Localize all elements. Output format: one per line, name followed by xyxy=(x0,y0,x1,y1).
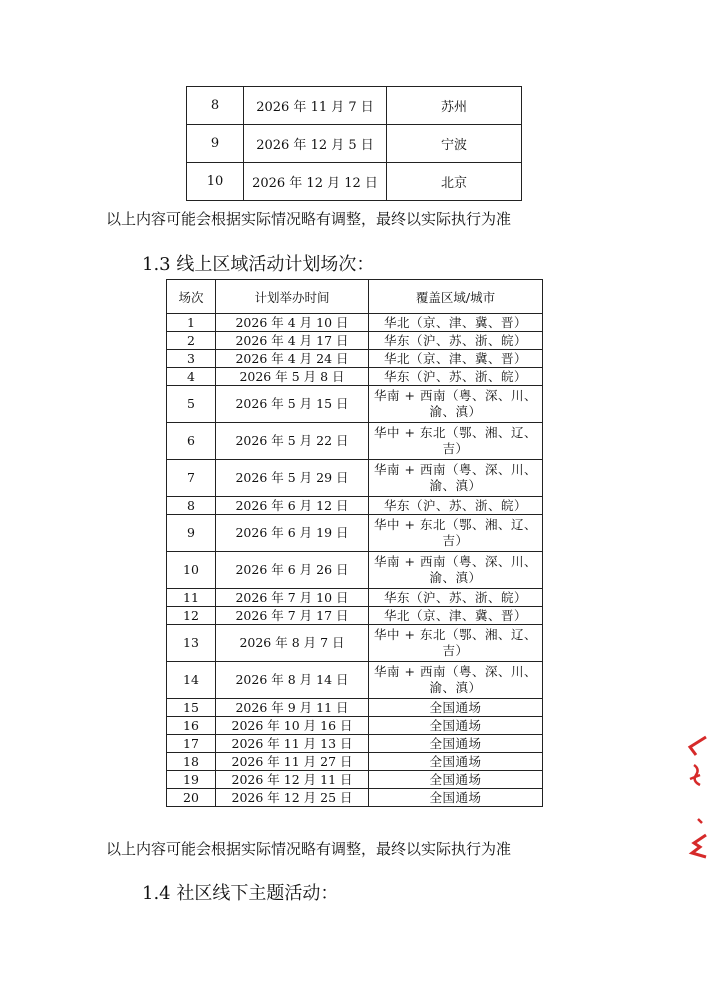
row-region: 华南 + 西南（粤、深、川、渝、滇） xyxy=(369,552,543,589)
table-row xyxy=(167,460,543,497)
row-session-number: 20 xyxy=(167,789,216,807)
table-header-row xyxy=(167,280,543,314)
row-session-number: 18 xyxy=(167,753,216,771)
row-region: 华北（京、津、冀、晋） xyxy=(369,607,543,625)
table-row xyxy=(167,386,543,423)
offline-city-schedule-table xyxy=(186,86,522,201)
row-planned-time: 2026 年 10 月 16 日 xyxy=(216,717,369,735)
table-row xyxy=(167,552,543,589)
table-row xyxy=(167,699,543,717)
row-region: 华东（沪、苏、浙、皖） xyxy=(369,497,543,515)
table-row xyxy=(167,662,543,699)
table-row xyxy=(167,789,543,807)
row-region: 华南 + 西南（粤、深、川、渝、滇） xyxy=(369,662,543,699)
row-region: 全国通场 xyxy=(369,717,543,735)
row-session-number: 12 xyxy=(167,607,216,625)
row-region: 华南 + 西南（粤、深、川、渝、滇） xyxy=(369,460,543,497)
online-region-schedule-table xyxy=(166,279,543,807)
row-session-number: 10 xyxy=(167,552,216,589)
table-row xyxy=(167,332,543,350)
seal-arc-bottom xyxy=(692,835,706,857)
row-region: 全国通场 xyxy=(369,735,543,753)
adjustment-note: 以上内容可能会根据实际情况略有调整，最终以实际执行为准 xyxy=(106,210,512,228)
table-row xyxy=(187,163,522,201)
table-row xyxy=(167,625,543,662)
row-session-number: 7 xyxy=(167,460,216,497)
row-planned-time: 2026 年 4 月 24 日 xyxy=(216,350,369,368)
row-planned-time: 2026 年 6 月 12 日 xyxy=(216,497,369,515)
row-region: 华北（京、津、冀、晋） xyxy=(369,314,543,332)
table-row xyxy=(187,87,522,125)
header-session: 场次 xyxy=(167,280,216,314)
table-row xyxy=(167,423,543,460)
section-1-4-heading: 1.4 社区线下主题活动： xyxy=(142,883,339,904)
row-session-number: 14 xyxy=(167,662,216,699)
table-row xyxy=(167,735,543,753)
row-planned-time: 2026 年 6 月 19 日 xyxy=(216,515,369,552)
row-region: 华南 + 西南（粤、深、川、渝、滇） xyxy=(369,386,543,423)
row-session-number: 16 xyxy=(167,717,216,735)
row-planned-time: 2026 年 5 月 8 日 xyxy=(216,368,369,386)
row-date: 2026 年 12 月 5 日 xyxy=(244,125,387,163)
row-session-number: 1 xyxy=(167,314,216,332)
table-row xyxy=(167,717,543,735)
seal-glyph-fragment xyxy=(690,765,700,785)
row-planned-time: 2026 年 7 月 17 日 xyxy=(216,607,369,625)
row-session-number: 9 xyxy=(167,515,216,552)
row-city: 北京 xyxy=(387,163,522,201)
table-row xyxy=(167,314,543,332)
row-session-number: 15 xyxy=(167,699,216,717)
row-planned-time: 2026 年 4 月 17 日 xyxy=(216,332,369,350)
adjustment-note: 以上内容可能会根据实际情况略有调整，最终以实际执行为准 xyxy=(106,840,512,858)
row-planned-time: 2026 年 12 月 11 日 xyxy=(216,771,369,789)
table-row xyxy=(167,753,543,771)
section-1-3-heading: 1.3 线上区域活动计划场次： xyxy=(142,254,375,275)
table-row xyxy=(167,368,543,386)
header-region: 覆盖区域/城市 xyxy=(369,280,543,314)
row-session-number: 17 xyxy=(167,735,216,753)
row-region: 华东（沪、苏、浙、皖） xyxy=(369,332,543,350)
row-session-number: 11 xyxy=(167,589,216,607)
row-number: 8 xyxy=(187,87,244,125)
table-row xyxy=(167,497,543,515)
row-region: 华东（沪、苏、浙、皖） xyxy=(369,589,543,607)
table-row xyxy=(167,607,543,625)
row-planned-time: 2026 年 11 月 13 日 xyxy=(216,735,369,753)
row-planned-time: 2026 年 12 月 25 日 xyxy=(216,789,369,807)
row-region: 全国通场 xyxy=(369,789,543,807)
row-city: 苏州 xyxy=(387,87,522,125)
seal-arc-top xyxy=(690,737,706,755)
table-row xyxy=(167,589,543,607)
row-session-number: 5 xyxy=(167,386,216,423)
table-row xyxy=(167,771,543,789)
row-planned-time: 2026 年 4 月 10 日 xyxy=(216,314,369,332)
row-planned-time: 2026 年 8 月 14 日 xyxy=(216,662,369,699)
row-session-number: 8 xyxy=(167,497,216,515)
row-date: 2026 年 12 月 12 日 xyxy=(244,163,387,201)
row-region: 华北（京、津、冀、晋） xyxy=(369,350,543,368)
row-planned-time: 2026 年 8 月 7 日 xyxy=(216,625,369,662)
table-row xyxy=(187,125,522,163)
row-session-number: 6 xyxy=(167,423,216,460)
row-city: 宁波 xyxy=(387,125,522,163)
row-planned-time: 2026 年 6 月 26 日 xyxy=(216,552,369,589)
row-number: 9 xyxy=(187,125,244,163)
row-date: 2026 年 11 月 7 日 xyxy=(244,87,387,125)
table-row xyxy=(167,350,543,368)
row-planned-time: 2026 年 11 月 27 日 xyxy=(216,753,369,771)
header-planned-time: 计划举办时间 xyxy=(216,280,369,314)
row-region: 全国通场 xyxy=(369,753,543,771)
row-region: 华中 + 东北（鄂、湘、辽、吉） xyxy=(369,515,543,552)
row-region: 华中 + 东北（鄂、湘、辽、吉） xyxy=(369,423,543,460)
row-session-number: 3 xyxy=(167,350,216,368)
row-planned-time: 2026 年 9 月 11 日 xyxy=(216,699,369,717)
row-planned-time: 2026 年 5 月 22 日 xyxy=(216,423,369,460)
seal-glyph-dot xyxy=(698,819,702,823)
row-number: 10 xyxy=(187,163,244,201)
row-region: 华中 + 东北（鄂、湘、辽、吉） xyxy=(369,625,543,662)
row-session-number: 2 xyxy=(167,332,216,350)
row-session-number: 4 xyxy=(167,368,216,386)
row-session-number: 13 xyxy=(167,625,216,662)
table-row xyxy=(167,515,543,552)
row-region: 全国通场 xyxy=(369,699,543,717)
row-planned-time: 2026 年 7 月 10 日 xyxy=(216,589,369,607)
red-seal-icon xyxy=(686,735,707,860)
row-region: 华东（沪、苏、浙、皖） xyxy=(369,368,543,386)
row-planned-time: 2026 年 5 月 29 日 xyxy=(216,460,369,497)
row-session-number: 19 xyxy=(167,771,216,789)
row-region: 全国通场 xyxy=(369,771,543,789)
row-planned-time: 2026 年 5 月 15 日 xyxy=(216,386,369,423)
